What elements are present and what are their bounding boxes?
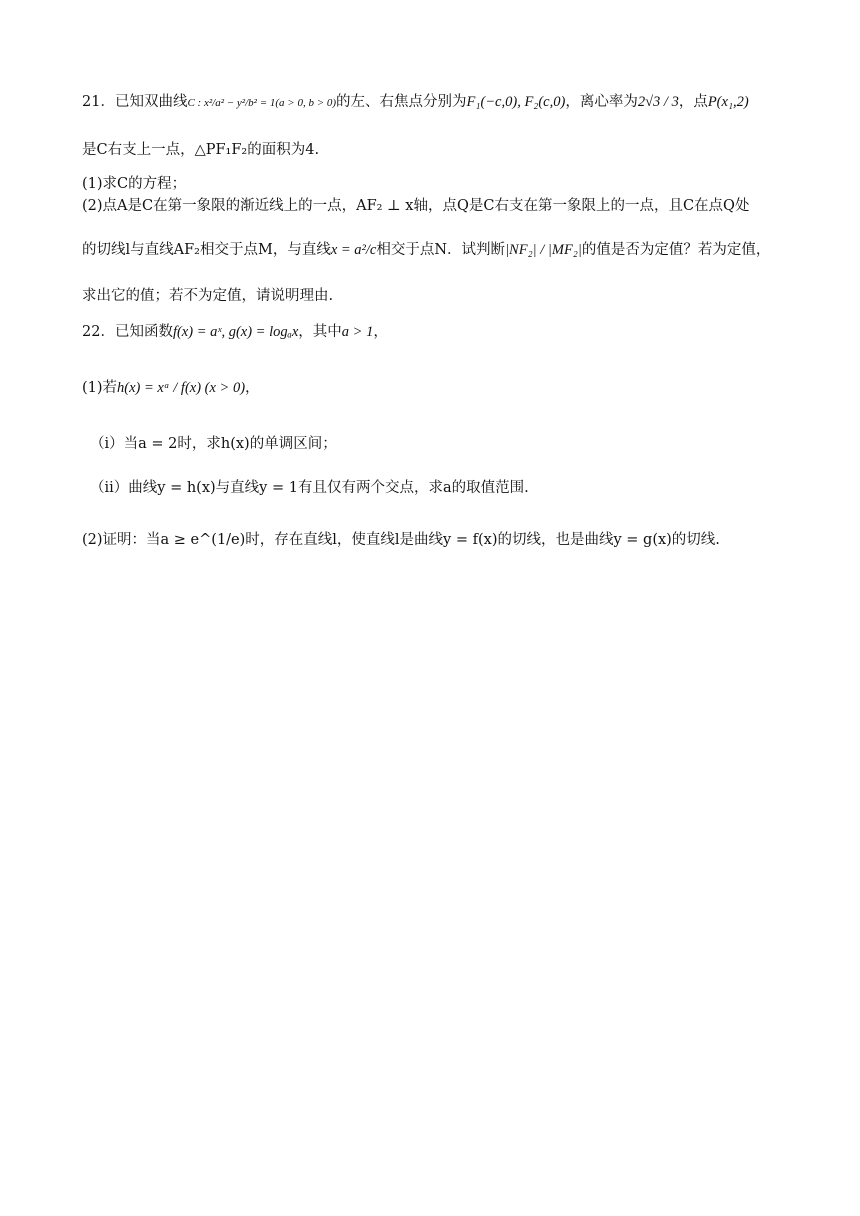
- problem-21-part-2-line-1: (2)点A是C在第一象限的渐近线上的一点，AF₂ ⊥ x轴，点Q是C右支在第一象限上的一点，且C在点Q处: [82, 198, 750, 214]
- part-2-text-c: 的值是否为定值？若为定值，: [581, 242, 771, 258]
- foci-expression: F₁(−c,0), F₂(c,0): [466, 94, 566, 110]
- problem-22-text-b: ，其中: [298, 324, 342, 340]
- problem-21-line-1: [82, 92, 800, 113]
- problem-21-part-1: (1)求C的方程；: [82, 176, 187, 192]
- directrix-equation: x = a²/c: [330, 242, 377, 258]
- point-p: P(x₁,2): [707, 94, 749, 110]
- problem-22-part-2: (2)证明：当a ≥ e^(1/e)时，存在直线l，使直线l是曲线y = f(x)的切线，也是曲线y = g(x)的切线.: [82, 532, 720, 548]
- problem-22-text-a: 已知函数: [114, 324, 173, 340]
- part-1-text-a: (1)若: [82, 380, 118, 396]
- problem-21-part-2-line-3: 求出它的值；若不为定值，请说明理由.: [82, 288, 334, 304]
- eccentricity-value: 2√3 / 3: [637, 94, 679, 110]
- part-2-text-a: 的切线l与直线AF₂相交于点M，与直线: [82, 242, 331, 258]
- hyperbola-equation: C : x²/a² − y²/b² = 1(a > 0, b > 0): [187, 97, 337, 109]
- problem-21-text-c: ，离心率为: [565, 94, 638, 110]
- part-2-text-b: 相交于点N．试判断: [376, 242, 506, 258]
- problem-22-number: 22．: [82, 324, 115, 340]
- condition-a: a > 1: [341, 324, 374, 340]
- problem-22-sub-i: （i）当a = 2时，求h(x)的单调区间；: [90, 436, 337, 452]
- ratio-expression: |NF₂| / |MF₂|: [505, 242, 582, 258]
- problem-21-number: 21．: [82, 94, 115, 110]
- problem-22-text-c: ，: [373, 324, 388, 340]
- part-1-text-b: ，: [245, 380, 260, 396]
- h-definition: h(x) = xᵃ / f(x) (x > 0): [117, 380, 246, 396]
- function-definitions: f(x) = aˣ, g(x) = logₐx: [172, 324, 299, 340]
- problem-22-line-1: [82, 322, 800, 342]
- problem-21-text-b: 的左、右焦点分别为: [336, 94, 467, 110]
- problem-21-part-2-line-2: [82, 240, 800, 260]
- problem-21-line-2: 是C右支上一点，△PF₁F₂的面积为4.: [82, 142, 320, 158]
- problem-21-text-a: 已知双曲线: [114, 94, 188, 110]
- problem-22-sub-ii: （ii）曲线y = h(x)与直线y = 1有且仅有两个交点，求a的取值范围.: [90, 480, 529, 496]
- problem-22-part-1: [82, 378, 800, 398]
- problem-21-text-d: ，点: [678, 94, 708, 110]
